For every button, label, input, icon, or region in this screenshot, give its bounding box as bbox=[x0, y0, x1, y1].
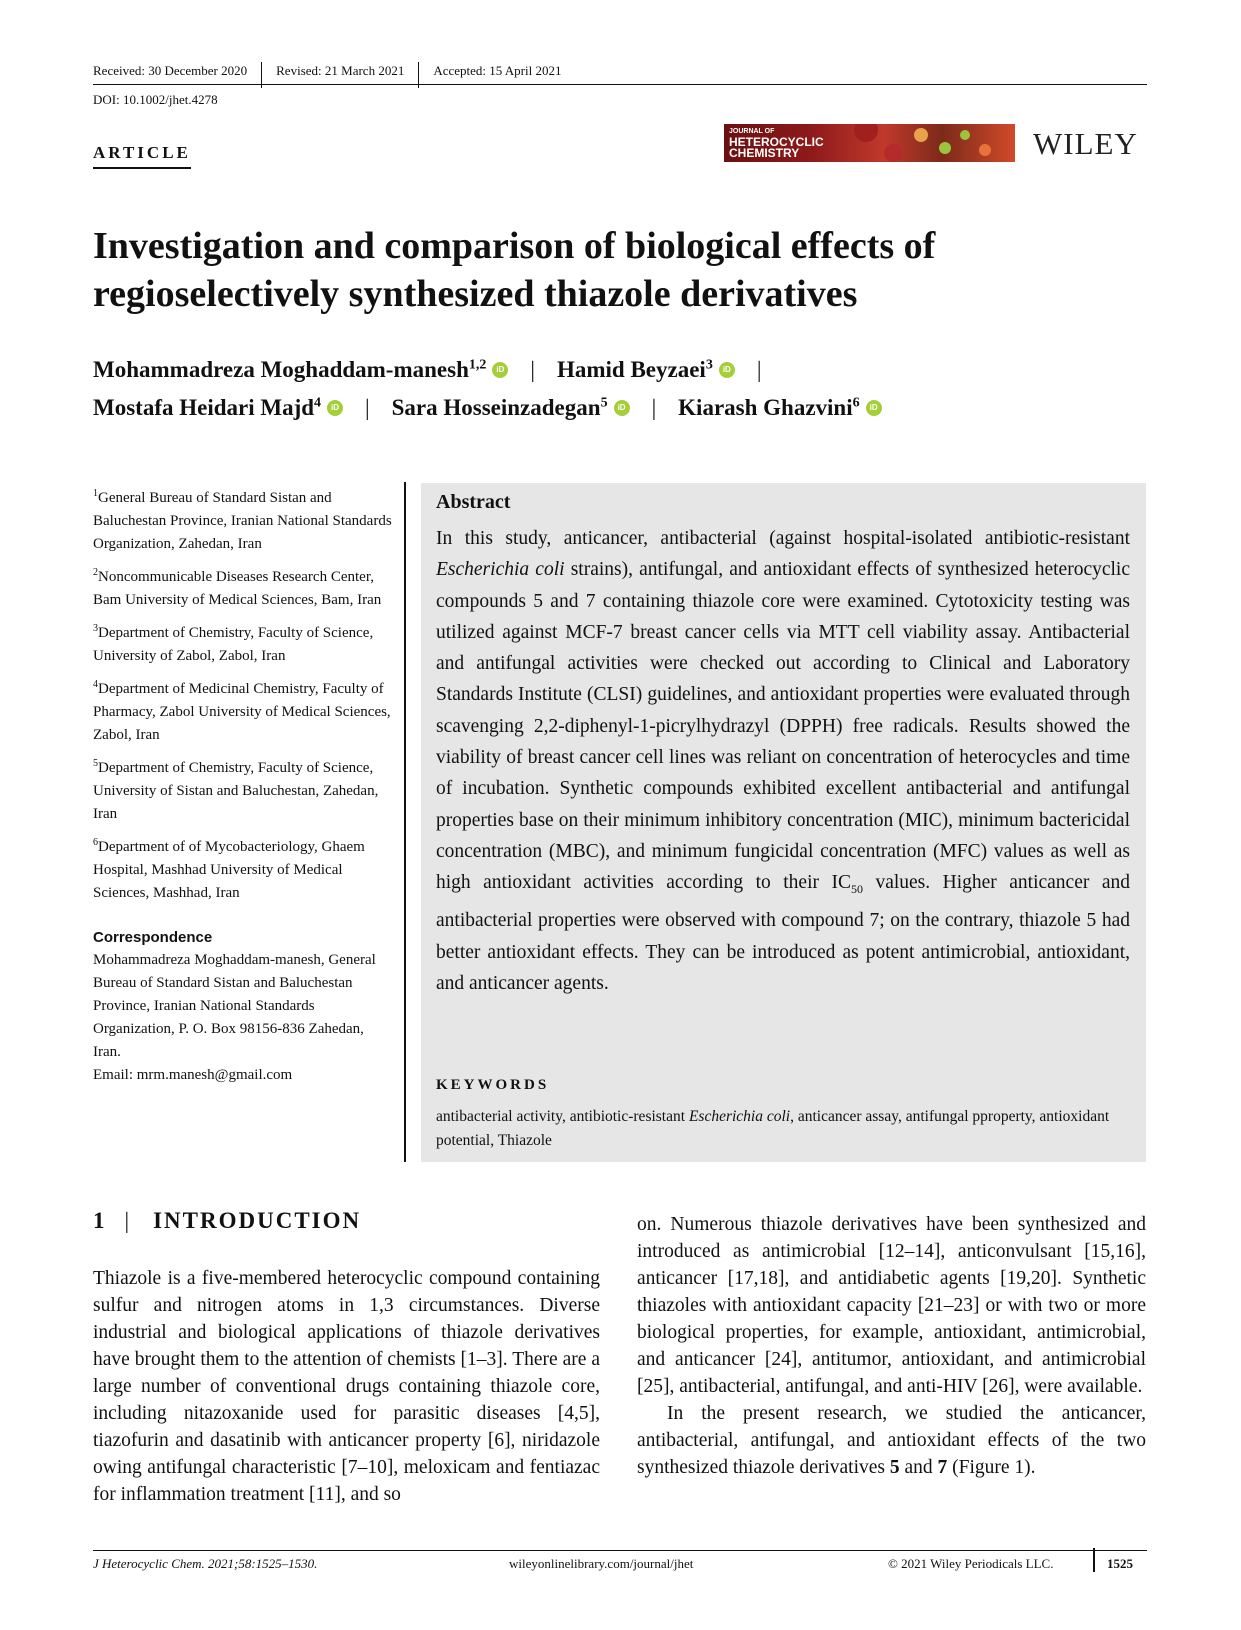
affiliation-item: $^2$Noncommunicable Diseases Research Center, Bam University of Medical Sciences, Bam, Iran bbox=[93, 567, 382, 608]
keywords-heading: KEYWORDS bbox=[436, 1077, 550, 1093]
abstract-heading: Abstract bbox=[436, 491, 511, 513]
correspondence-text: Mohammadreza Moghaddam-manesh, General Bureau of Standard Sistan and Baluchestan Province, Iranian National Standards Organization, P. O. Box 98156-836 Zahedan, Iran. bbox=[93, 952, 376, 1060]
affiliation-item: $^5$Department of Chemistry, Faculty of Science, University of Sistan and Baluchestan, Zahedan, Iran bbox=[93, 758, 379, 822]
affiliation-item: $^4$Department of Medicinal Chemistry, Faculty of Pharmacy, Zabol University of Medical Sciences, Zabol, Iran bbox=[93, 679, 391, 743]
revised-date: Revised: 21 March 2021 bbox=[261, 62, 418, 88]
orcid-icon[interactable]: iD bbox=[327, 400, 343, 416]
section-heading-introduction bbox=[93, 1208, 361, 1234]
footer-separator bbox=[1093, 1548, 1095, 1572]
section-bar: | bbox=[124, 1208, 132, 1233]
correspondence bbox=[93, 926, 393, 1087]
intro-paragraph: Thiazole is a five-membered heterocyclic compound containing sulfur and nitrogen atoms in 1,3 circumstances. Diverse industrial and biological applications of thiazole derivatives have brought them to the attention of chemists [1–3]. There are a large number of conventional drugs containing thiazole core, including nitazoxanide used for parasitic diseases [4,5], tiazofurin and dasatinib with anticancer property [6], niridazole owing antifungal characteristic [7–10], meloxicam and fentiazac for inflammation treatment [11], and so bbox=[93, 1268, 600, 1505]
author-name[interactable]: Mohammadreza Moghaddam-manesh$^{1,2}$ bbox=[93, 357, 487, 382]
authors-line-1 bbox=[93, 357, 783, 383]
title-line-2: regioselectively synthesized thiazole derivatives bbox=[93, 273, 858, 315]
section-title: INTRODUCTION bbox=[153, 1208, 362, 1233]
page-number: 1525 bbox=[1107, 1556, 1133, 1571]
column-divider bbox=[404, 482, 406, 1162]
paper-title bbox=[93, 222, 1153, 318]
abstract-text: In this study, anticancer, antibacterial (against hospital-isolated antibiotic-resistant Escherichia coli strains), antifungal, and antioxidant effects of synthesized heterocyclic compounds 5 and 7 containing thiazole core were examined. Cytotoxicity testing was utilized against MCF-7 breast cancer cells via MTT cell viability assay. Antibacterial and antifungal activities were checked out according to Clinical and Laboratory Standards Institute (CLSI) guidelines, and antioxidant properties were evaluated through scavenging 2,2-diphenyl-1-picrylhydrazyl (DPPH) free radicals. Results showed the viability of breast cancer cell lines was reliant on concentration of heterocycles and time of incubation. Synthetic compounds exhibited excellent antibacterial and antifungal properties base on their minimum inhibitory concentration (MIC), minimum bactericidal concentration (MBC), and minimum fungicidal concentration (MFC) values as well as high antioxidant activities according to their $IC_{50}$ values. Higher anticancer and antibacterial properties were observed with compound 7; on the contrary, thiazole 5 had better antioxidant effects. They can be introduced as potent antimicrobial, antioxidant, and anticancer agents. bbox=[436, 528, 1130, 995]
intro-paragraph: on. Numerous thiazole derivatives have been synthesized and introduced as antimicrobial [12–14], anticonvulsant [15,16], anticancer [17,18], and antidiabetic agents [19,20]. Synthetic thiazoles with antioxidant capacity [21–23] or with two or more biological properties, for example, antioxidant, antimicrobial, and anticancer [24], antitumor, antioxidant, and antimicrobial [25], antibacterial, antifungal, and anti-HIV [26], were available. bbox=[637, 1214, 1146, 1397]
journal-logo-small: JOURNAL OF bbox=[729, 128, 775, 135]
orcid-icon[interactable]: iD bbox=[492, 362, 508, 378]
keywords-text: antibacterial activity, antibiotic-resistant Escherichia coli, anticancer assay, antifungal pproperty, antioxidant potential, Thiazole bbox=[436, 1108, 1110, 1149]
footer-rule bbox=[93, 1550, 1147, 1551]
orcid-icon[interactable]: iD bbox=[719, 362, 735, 378]
orcid-icon[interactable]: iD bbox=[866, 400, 882, 416]
intro-column-right bbox=[637, 1211, 1146, 1481]
author-name[interactable]: Sara Hosseinzadegan$^5$ bbox=[391, 395, 608, 420]
footer-url[interactable]: wileyonlinelibrary.com/journal/jhet bbox=[509, 1556, 694, 1571]
affiliation-item: $^6$Department of of Mycobacteriology, Ghaem Hospital, Mashhad University of Medical Sciences, Mashhad, Iran bbox=[93, 837, 365, 901]
affiliations bbox=[93, 482, 393, 910]
author-separator: | bbox=[365, 395, 370, 420]
authors-line-2 bbox=[93, 395, 882, 421]
abstract-box bbox=[421, 483, 1146, 1162]
section-number: 1 bbox=[93, 1208, 107, 1233]
affiliation-item: $^3$Department of Chemistry, Faculty of Science, University of Zabol, Zabol, Iran bbox=[93, 623, 374, 664]
author-name[interactable]: Hamid Beyzaei$^3$ bbox=[556, 357, 713, 382]
footer-copyright: © 2021 Wiley Periodicals LLC. bbox=[888, 1556, 1054, 1571]
article-type-label: ARTICLE bbox=[93, 143, 191, 169]
author-separator: | bbox=[651, 395, 657, 420]
footer-citation: J Heterocyclic Chem. 2021;58:1525–1530. bbox=[93, 1556, 318, 1571]
header-rule bbox=[93, 84, 1147, 85]
author-separator: | bbox=[756, 357, 762, 382]
correspondence-heading: Correspondence bbox=[93, 929, 213, 946]
doi[interactable]: DOI: 10.1002/jhet.4278 bbox=[93, 92, 218, 107]
affiliation-item: $^1$General Bureau of Standard Sistan and Baluchestan Province, Iranian National Standards Organization, Zahedan, Iran bbox=[93, 488, 392, 552]
accepted-date: Accepted: 15 April 2021 bbox=[418, 62, 575, 88]
intro-column-left bbox=[93, 1265, 600, 1508]
author-name[interactable]: Kiarash Ghazvini$^6$ bbox=[678, 395, 860, 420]
journal-logo-line2: CHEMISTRY bbox=[729, 146, 800, 160]
title-line-1: Investigation and comparison of biological effects of bbox=[93, 225, 936, 267]
orcid-icon[interactable]: iD bbox=[614, 400, 630, 416]
journal-logo-line1: HETEROCYCLIC bbox=[729, 135, 824, 149]
intro-paragraph: In the present research, we studied the anticancer, antibacterial, antifungal, and antioxidant effects of the two synthesized thiazole derivatives 5 and 7 (Figure 1). bbox=[637, 1403, 1146, 1478]
correspondence-email[interactable]: Email: mrm.manesh@gmail.com bbox=[93, 1067, 293, 1083]
received-date: Received: 30 December 2020 bbox=[93, 63, 248, 78]
author-separator: | bbox=[530, 357, 535, 382]
publisher-logo[interactable]: WILEY bbox=[1033, 126, 1138, 161]
journal-logo[interactable] bbox=[724, 124, 1015, 162]
author-name[interactable]: Mostafa Heidari Majd$^4$ bbox=[93, 395, 322, 420]
